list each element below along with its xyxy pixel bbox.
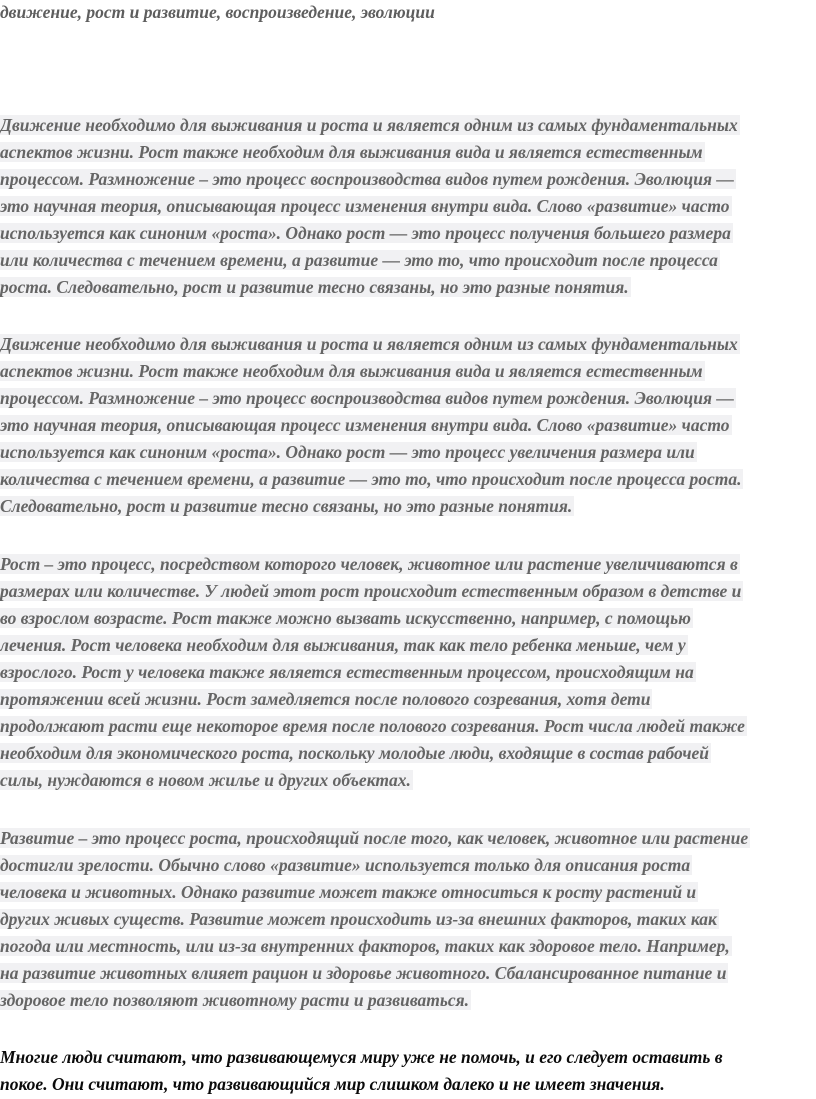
paragraph-line: это научная теория, описывающая процесс изменения внутри вида. Слово «развитие» часто bbox=[0, 196, 730, 216]
paragraph-movement-repeat bbox=[0, 331, 816, 520]
paragraph-line: количества с течением времени, а развитие — это то, что происходит после процесса роста. bbox=[0, 469, 742, 489]
paragraph-line: используется как синоним «роста». Однако рост — это процесс увеличения размера или bbox=[0, 442, 695, 462]
paragraph-line: человека и животных. Однако развитие может также относиться к росту растений и bbox=[0, 882, 697, 902]
paragraph-development bbox=[0, 825, 816, 1014]
paragraph-line: используется как синоним «роста». Однако рост — это процесс получения большего размера bbox=[0, 223, 731, 243]
paragraph-developing-world bbox=[0, 1044, 816, 1098]
paragraph-line: или количества с течением времени, а развитие — это то, что происходит после процесса bbox=[0, 250, 718, 270]
paragraph-line: аспектов жизни. Рост также необходим для выживания вида и является естественным bbox=[0, 142, 703, 162]
paragraph-line: продолжают расти еще некоторое время после полового созревания. Рост числа людей также bbox=[0, 716, 745, 736]
paragraph-line: покое. Они считают, что развивающийся мир слишком далеко и не имеет значения. bbox=[0, 1074, 665, 1094]
paragraph-line: процессом. Размножение – это процесс воспроизводства видов путем рождения. Эволюция — bbox=[0, 388, 734, 408]
paragraph-line: на развитие животных влияет рацион и здоровье животного. Сбалансированное питание и bbox=[0, 963, 727, 983]
paragraph-line: Следовательно, рост и развитие тесно связаны, но это разные понятия. bbox=[0, 496, 573, 516]
paragraph-line: других живых существ. Развитие может происходить из-за внешних факторов, таких как bbox=[0, 909, 717, 929]
paragraph-line: Движение необходимо для выживания и роста и является одним из самых фундаментальных bbox=[0, 115, 738, 135]
paragraph-line: достигли зрелости. Обычно слово «развитие» используется только для описания роста bbox=[0, 855, 691, 875]
paragraph-movement bbox=[0, 112, 816, 301]
paragraph-line: Многие люди считают, что развивающемуся миру уже не помочь, и его следует оставить в bbox=[0, 1047, 723, 1067]
paragraph-line: размерах или количестве. У людей этот рост происходит естественным образом в детстве и bbox=[0, 581, 742, 601]
paragraph-line: протяжении всей жизни. Рост замедляется после полового созревания, хотя дети bbox=[0, 689, 651, 709]
paragraph-line: роста. Следовательно, рост и развитие тесно связаны, но это разные понятия. bbox=[0, 277, 629, 297]
paragraph-line: аспектов жизни. Рост также необходим для выживания вида и является естественным bbox=[0, 361, 703, 381]
paragraph-line: Рост – это процесс, посредством которого человек, животное или растение увеличиваются в bbox=[0, 554, 738, 574]
paragraph-line: необходим для экономического роста, поскольку молодые люди, входящие в состав рабочей bbox=[0, 743, 710, 763]
paragraph-line: силы, нуждаются в новом жилье и других объектах. bbox=[0, 770, 411, 790]
paragraph-line: погода или местность, или из-за внутренних факторов, таких как здоровое тело. Например, bbox=[0, 936, 730, 956]
paragraph-line: лечения. Рост человека необходим для выживания, так как тело ребенка меньше, чем у bbox=[0, 635, 686, 655]
paragraph-line: взрослого. Рост у человека также является естественным процессом, происходящим на bbox=[0, 662, 694, 682]
paragraph-line: процессом. Размножение – это процесс воспроизводства видов путем рождения. Эволюция — bbox=[0, 169, 734, 189]
paragraph-line: Развитие – это процесс роста, происходящий после того, как человек, животное или растение bbox=[0, 828, 749, 848]
paragraph-line: здоровое тело позволяют животному расти и развиваться. bbox=[0, 990, 470, 1010]
paragraph-line: Движение необходимо для выживания и роста и является одним из самых фундаментальных bbox=[0, 334, 738, 354]
document-heading: движение, рост и развитие, воспроизведение, эволюции bbox=[0, 2, 435, 22]
paragraph-growth bbox=[0, 551, 816, 794]
paragraph-line: это научная теория, описывающая процесс изменения внутри вида. Слово «развитие» часто bbox=[0, 415, 730, 435]
paragraph-line: во взрослом возрасте. Рост также можно вызвать искусственно, например, с помощью bbox=[0, 608, 691, 628]
